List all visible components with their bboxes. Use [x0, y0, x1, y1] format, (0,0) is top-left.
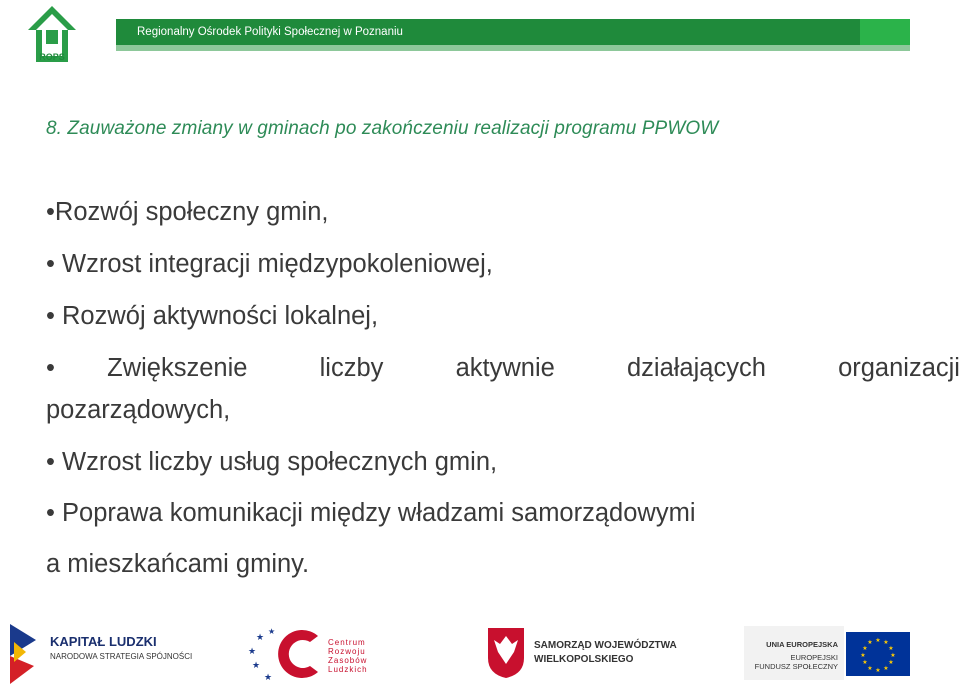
bullet-word: liczby	[319, 354, 384, 382]
bullet-item: •Rozwój społeczny gmin,	[46, 198, 329, 226]
header-accent	[860, 19, 910, 45]
bullet-item: • Wzrost liczby usług społecznych gmin,	[46, 448, 498, 476]
kapital-ludzki-icon	[8, 622, 40, 686]
svg-text:★: ★	[890, 653, 896, 659]
samorzad-line2: WIELKOPOLSKIEGO	[534, 654, 634, 665]
footer-logos	[0, 612, 960, 692]
wielkopolska-coat-of-arms-icon	[486, 626, 526, 680]
bullet-item: • Wzrost integracji międzypokoleniowej,	[46, 250, 493, 278]
svg-text:★: ★	[883, 640, 889, 646]
svg-text:★: ★	[862, 660, 868, 666]
svg-text:★: ★	[264, 672, 273, 682]
bullet-item: • Poprawa komunikacji między władzami samorządowymi	[46, 499, 696, 527]
bullet-continuation: a mieszkańcami gminy.	[46, 550, 310, 578]
crzl-text: Centrum Rozwoju Zasobów Ludzkich	[328, 638, 368, 674]
bullet-item: • Rozwój aktywności lokalnej,	[46, 302, 379, 330]
kapital-ludzki-subtitle: NARODOWA STRATEGIA SPÓJNOŚCI	[50, 652, 193, 661]
svg-text:★: ★	[248, 646, 257, 656]
header-bar	[116, 19, 860, 45]
bullet-word: aktywnie	[455, 354, 555, 382]
eu-flag-icon	[846, 632, 910, 676]
crzl-logo-icon	[246, 626, 326, 682]
bullet-word: Zwiększenie	[107, 354, 248, 382]
svg-text:★: ★	[867, 640, 873, 646]
bullet-item-justified	[46, 354, 960, 383]
rops-logo	[26, 4, 78, 66]
kapital-ludzki-title: KAPITAŁ LUDZKI	[50, 634, 157, 649]
svg-text:★: ★	[860, 653, 866, 659]
svg-text:★: ★	[883, 666, 889, 672]
eu-text-block: UNIA EUROPEJSKA EUROPEJSKI FUNDUSZ SPOŁECZNY	[744, 626, 844, 680]
bullet-word: •	[46, 354, 55, 382]
svg-text:★: ★	[875, 638, 881, 644]
organization-name: Regionalny Ośrodek Polityki Społecznej w Poznaniu	[137, 26, 403, 38]
svg-text:★: ★	[888, 646, 894, 652]
bullet-word: działających	[626, 354, 766, 382]
svg-text:★: ★	[252, 660, 261, 670]
rops-logo-text: ROPS	[39, 52, 65, 62]
bullet-word: organizacji	[838, 354, 960, 382]
slide-title: 8. Zauważone zmiany w gminach po zakończeniu realizacji programu PPWOW	[46, 118, 719, 139]
svg-text:★: ★	[875, 668, 881, 674]
bullet-continuation: pozarządowych,	[46, 396, 231, 424]
svg-text:★: ★	[256, 632, 265, 642]
svg-text:★: ★	[867, 666, 873, 672]
header-underline	[116, 45, 910, 51]
svg-text:★: ★	[268, 627, 276, 636]
svg-text:★: ★	[862, 646, 868, 652]
samorzad-line1: SAMORZĄD WOJEWÓDZTWA	[534, 640, 677, 651]
svg-text:★: ★	[888, 660, 894, 666]
